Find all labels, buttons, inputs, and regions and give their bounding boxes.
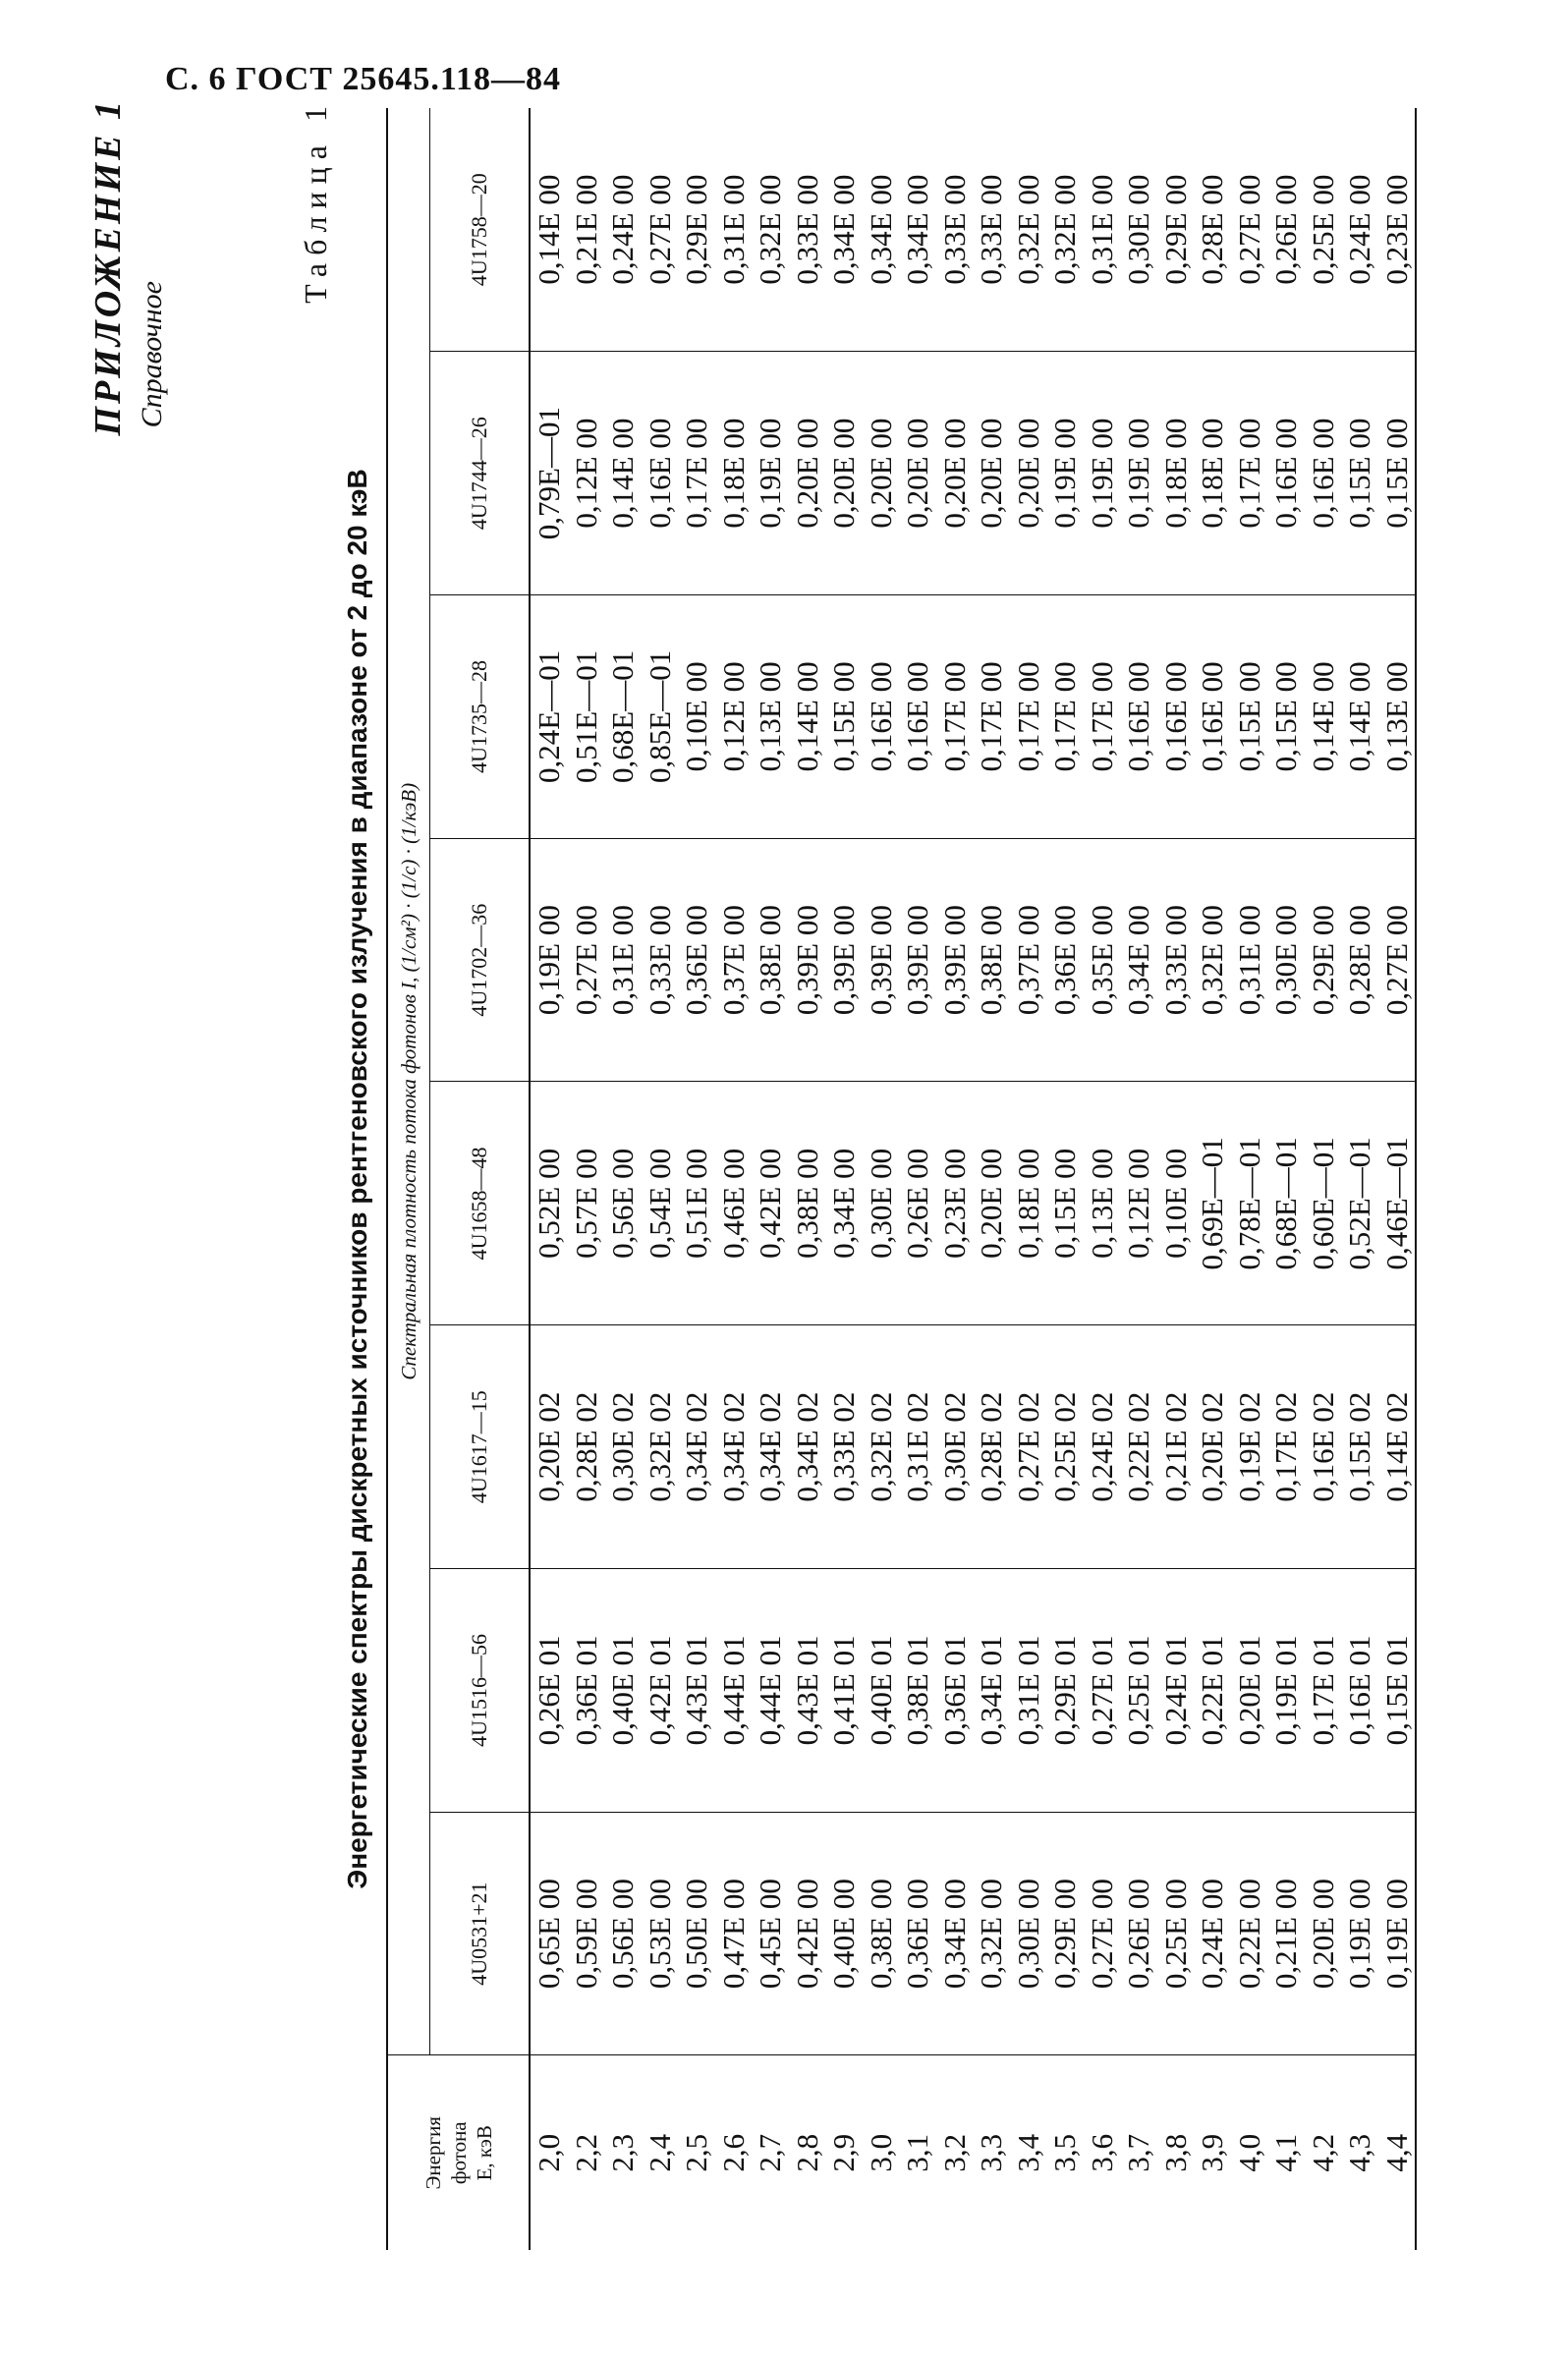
table-cell: 0,30E 00: [1268, 905, 1303, 1016]
table-cell: 0,38E 00: [863, 1879, 898, 1990]
table-cell: 0,15E 02: [1342, 1391, 1376, 1502]
table-cell: 0,16E 00: [1157, 661, 1193, 772]
table-cell: 0,34E 02: [789, 1391, 824, 1502]
table-cell: 0,19E 02: [1231, 1391, 1266, 1502]
table-cell: 0,26E 01: [532, 1635, 566, 1746]
table-cell: 0,39E 00: [900, 905, 934, 1016]
table-cell: 0,21E 02: [1157, 1391, 1193, 1502]
table-cell: 0,16E 00: [1305, 418, 1340, 529]
table-cell: 0,14E 00: [1305, 661, 1340, 772]
table-cell: 0,34E 02: [715, 1391, 751, 1502]
table-cell: 3,6: [1084, 2133, 1119, 2172]
table-cell: 0,13E 00: [753, 661, 787, 772]
table-cell: 0,14E 00: [605, 418, 640, 529]
energy-header-line-3: E, кэВ: [472, 2125, 496, 2181]
table-cell: 0,19E 00: [1047, 418, 1082, 529]
table-cell: 0,56E 00: [605, 1879, 640, 1990]
table-cell: 0,20E 00: [1305, 1879, 1340, 1990]
table-cell: 0,36E 00: [900, 1879, 934, 1990]
table-cell: 0,60E—01: [1305, 1137, 1340, 1270]
table-cell: 0,26E 00: [1268, 174, 1303, 285]
table-cell: 4,4: [1378, 2133, 1414, 2172]
table-cell: 0,51E—01: [568, 649, 603, 783]
table-cell: 0,33E 00: [1157, 905, 1193, 1016]
table-cell: 0,27E 00: [1084, 1879, 1119, 1990]
table-cell: 0,17E 01: [1305, 1635, 1340, 1746]
table-cell: 0,14E 00: [1342, 661, 1376, 772]
table-cell: 0,32E 00: [753, 174, 787, 285]
table-cell: 0,20E 00: [1010, 418, 1045, 529]
table-cell: 4,3: [1342, 2133, 1376, 2172]
table-cell: 0,52E 00: [532, 1148, 566, 1259]
table-cell: 0,46E 00: [715, 1148, 751, 1259]
table-cell: 0,12E 00: [1121, 1148, 1155, 1259]
table-cell: 0,15E 00: [1378, 418, 1414, 529]
table-cell: 0,42E 00: [753, 1148, 787, 1259]
table-cell: 2,8: [789, 2133, 824, 2172]
table-cell: 0,36E 01: [568, 1635, 603, 1746]
table-cell: 0,17E 00: [974, 661, 1008, 772]
table-cell: 3,5: [1047, 2133, 1082, 2172]
table-cell: 0,43E 01: [789, 1635, 824, 1746]
value-column-3: [530, 1082, 1416, 1325]
table-cell: 0,25E 01: [1121, 1635, 1155, 1746]
table-cell: 0,15E 00: [826, 661, 861, 772]
table-cell: 0,34E 00: [826, 174, 861, 285]
table-cell: 0,26E 00: [900, 1148, 934, 1259]
table-cell: 0,79E—01: [532, 407, 566, 540]
rotated-page-content: [86, 98, 1482, 2260]
table-cell: 0,20E 02: [1195, 1391, 1229, 1502]
table-cell: 0,43E 01: [679, 1635, 713, 1746]
table-cell: 0,47E 00: [715, 1879, 751, 1990]
appendix-subtitle: Справочное: [136, 281, 168, 428]
table-cell: 0,32E 02: [642, 1391, 677, 1502]
table-cell: 0,18E 00: [1195, 418, 1229, 529]
table-cell: 0,34E 00: [900, 174, 934, 285]
table-cell: 0,18E 00: [715, 418, 751, 529]
table-cell: 0,38E 01: [900, 1635, 934, 1746]
table-cell: 4,0: [1231, 2133, 1266, 2172]
table-cell: 0,33E 00: [789, 174, 824, 285]
table-cell: 3,7: [1121, 2133, 1155, 2172]
table-cell: 0,17E 00: [679, 418, 713, 529]
table-cell: 3,2: [936, 2133, 972, 2172]
table-cell: 0,17E 00: [1047, 661, 1082, 772]
table-cell: 0,20E 01: [1231, 1635, 1266, 1746]
table-cell: 0,10E 00: [1157, 1148, 1193, 1259]
table-cell: 0,16E 00: [1268, 418, 1303, 529]
table-cell: 0,33E 00: [936, 174, 972, 285]
table-cell: 4,2: [1305, 2133, 1340, 2172]
value-column-4: [530, 838, 1416, 1082]
table-cell: 0,25E 00: [1157, 1879, 1193, 1990]
table-cell: 0,57E 00: [568, 1148, 603, 1259]
spectra-table: [386, 108, 1417, 2250]
table-cell: 0,16E 02: [1305, 1391, 1340, 1502]
table-cell: 0,31E 01: [1010, 1635, 1045, 1746]
table-cell: 0,18E 00: [1010, 1148, 1045, 1259]
table-cell: 0,14E 02: [1378, 1391, 1414, 1502]
table-cell: 0,85E—01: [642, 649, 677, 783]
table-cell: 3,1: [900, 2133, 934, 2172]
table-cell: 0,12E 00: [715, 661, 751, 772]
table-cell: 0,19E 00: [532, 905, 566, 1016]
col-header-6: 4U1744—26: [430, 352, 531, 595]
table-cell: 0,30E 02: [605, 1391, 640, 1502]
table-cell: 0,22E 00: [1231, 1879, 1266, 1990]
table-cell: 0,69E—01: [1195, 1137, 1229, 1270]
table-cell: 0,65E 00: [532, 1879, 566, 1990]
table-cell: 0,28E 02: [974, 1391, 1008, 1502]
table-cell: 0,19E 00: [1378, 1879, 1414, 1990]
table-cell: 0,31E 00: [1084, 174, 1119, 285]
table-cell: 0,39E 00: [936, 905, 972, 1016]
table-cell: 3,9: [1195, 2133, 1229, 2172]
table-cell: 0,17E 00: [1084, 661, 1119, 772]
table-cell: 0,15E 00: [1268, 661, 1303, 772]
table-cell: 0,17E 00: [1010, 661, 1045, 772]
table-cell: 0,45E 00: [753, 1879, 787, 1990]
table-cell: 3,0: [863, 2133, 898, 2172]
table-cell: 0,40E 01: [605, 1635, 640, 1746]
table-cell: 0,38E 00: [753, 905, 787, 1016]
table-cell: 0,29E 00: [679, 174, 713, 285]
table-cell: 0,31E 00: [1231, 905, 1266, 1016]
table-cell: 0,10E 00: [679, 661, 713, 772]
table-cell: 0,20E 00: [826, 418, 861, 529]
table-cell: 0,68E—01: [605, 649, 640, 783]
table-cell: 0,56E 00: [605, 1148, 640, 1259]
table-cell: 0,24E 00: [1195, 1879, 1229, 1990]
table-cell: 0,13E 00: [1084, 1148, 1119, 1259]
table-cell: 0,44E 01: [753, 1635, 787, 1746]
table-cell: 0,54E 00: [642, 1148, 677, 1259]
table-cell: 0,41E 01: [826, 1635, 861, 1746]
value-column-0: [530, 1812, 1416, 2055]
table-cell: 0,27E 00: [1231, 174, 1266, 285]
table-cell: 2,5: [679, 2133, 713, 2172]
col-header-1: 4U1516—56: [430, 1569, 531, 1813]
col-header-7: 4U1758—20: [430, 108, 531, 352]
table-cell: 0,29E 00: [1047, 1879, 1082, 1990]
table-cell: 0,34E 02: [753, 1391, 787, 1502]
table-cell: 0,39E 00: [789, 905, 824, 1016]
page-header: С. 6 ГОСТ 25645.118—84: [165, 61, 562, 97]
table-cell: 0,27E 01: [1084, 1635, 1119, 1746]
table-cell: 0,20E 00: [900, 418, 934, 529]
table-cell: 0,78E—01: [1231, 1137, 1266, 1270]
table-cell: 0,51E 00: [679, 1148, 713, 1259]
table-cell: 0,40E 00: [826, 1879, 861, 1990]
table-cell: 0,25E 02: [1047, 1391, 1082, 1502]
table-cell: 0,46E—01: [1378, 1137, 1414, 1270]
table-label: Таблица 1: [298, 98, 333, 304]
table-cell: 0,32E 00: [1195, 905, 1229, 1016]
appendix-title: ПРИЛОЖЕНИЕ 1: [87, 98, 129, 436]
table-cell: 0,19E 00: [1084, 418, 1119, 529]
table-cell: 0,21E 00: [568, 174, 603, 285]
value-column-6: [530, 352, 1416, 595]
value-column-2: [530, 1325, 1416, 1569]
table-cell: 0,22E 01: [1195, 1635, 1229, 1746]
energy-column: [530, 2055, 1416, 2250]
table-cell: 0,50E 00: [679, 1879, 713, 1990]
col-header-5: 4U1735—28: [430, 595, 531, 839]
flux-group-header: Спектральная плотность потока фотонов I, (1/см²) · (1/с) · (1/кэВ): [387, 108, 430, 2055]
table-cell: 3,4: [1010, 2133, 1045, 2172]
table-cell: 0,19E 00: [1342, 1879, 1376, 1990]
table-cell: 0,29E 01: [1047, 1635, 1082, 1746]
table-cell: 0,32E 00: [974, 1879, 1008, 1990]
table-cell: 0,53E 00: [642, 1879, 677, 1990]
table-cell: 0,28E 00: [1195, 174, 1229, 285]
table-cell: 0,19E 01: [1268, 1635, 1303, 1746]
table-cell: 0,27E 02: [1010, 1391, 1045, 1502]
table-cell: 0,38E 00: [974, 905, 1008, 1016]
table-cell: 0,30E 00: [1010, 1879, 1045, 1990]
table-cell: 0,19E 00: [753, 418, 787, 529]
energy-header-line-2: фотона: [446, 2121, 471, 2185]
table-cell: 0,27E 00: [642, 174, 677, 285]
energy-header-line-1: Энергия: [420, 2116, 445, 2190]
table-cell: 0,24E 02: [1084, 1391, 1119, 1502]
table-cell: 0,37E 00: [715, 905, 751, 1016]
table-cell: 0,23E 00: [936, 1148, 972, 1259]
table-cell: 0,17E 02: [1268, 1391, 1303, 1502]
table-cell: 0,24E 00: [605, 174, 640, 285]
table-cell: 0,30E 00: [1121, 174, 1155, 285]
table-cell: 2,3: [605, 2133, 640, 2172]
table-cell: 2,6: [715, 2133, 751, 2172]
table-cell: 0,42E 01: [642, 1635, 677, 1746]
value-column-7: [530, 108, 1416, 352]
table-cell: 0,36E 00: [1047, 905, 1082, 1016]
table-cell: 2,7: [753, 2133, 787, 2172]
table-cell: 3,8: [1157, 2133, 1193, 2172]
table-cell: 0,17E 00: [936, 661, 972, 772]
table-cell: 3,3: [974, 2133, 1008, 2172]
table-cell: 0,34E 02: [679, 1391, 713, 1502]
table-cell: 0,17E 00: [1231, 418, 1266, 529]
table-cell: 0,15E 01: [1378, 1635, 1414, 1746]
col-header-4: 4U1702—36: [430, 838, 531, 1082]
col-header-0: 4U0531+21: [430, 1812, 531, 2055]
table-cell: 0,68E—01: [1268, 1137, 1303, 1270]
table-cell: 0,12E 00: [568, 418, 603, 529]
col-header-3: 4U1658—48: [430, 1082, 531, 1325]
table-cell: 4,1: [1268, 2133, 1303, 2172]
table-cell: 0,20E 00: [863, 418, 898, 529]
table-cell: 0,31E 00: [605, 905, 640, 1016]
table-cell: 0,33E 00: [974, 174, 1008, 285]
table-cell: 0,24E 00: [1342, 174, 1376, 285]
table-cell: 0,21E 00: [1268, 1879, 1303, 1990]
table-cell: 0,35E 00: [1084, 905, 1119, 1016]
table-cell: 0,36E 01: [936, 1635, 972, 1746]
table-cell: 0,14E 00: [789, 661, 824, 772]
col-header-2: 4U1617—15: [430, 1325, 531, 1569]
table-cell: 0,26E 00: [1121, 1879, 1155, 1990]
table-cell: 0,28E 02: [568, 1391, 603, 1502]
table-cell: 0,34E 01: [974, 1635, 1008, 1746]
table-cell: 0,15E 00: [1231, 661, 1266, 772]
table-cell: 0,16E 01: [1342, 1635, 1376, 1746]
table-cell: 0,13E 00: [1378, 661, 1414, 772]
value-column-1: [530, 1569, 1416, 1813]
table-caption: Энергетические спектры дискретных источников рентгеновского излучения в диапазоне от 2 до 20 кэВ: [342, 469, 372, 1889]
table-cell: 0,32E 02: [863, 1391, 898, 1502]
table-cell: 0,34E 00: [863, 174, 898, 285]
table-cell: 0,22E 02: [1121, 1391, 1155, 1502]
value-column-5: [530, 595, 1416, 839]
table-cell: 0,27E 00: [1378, 905, 1414, 1016]
table-cell: 0,37E 00: [1010, 905, 1045, 1016]
table-cell: 0,20E 00: [789, 418, 824, 529]
table-cell: 0,20E 02: [532, 1391, 566, 1502]
table-cell: 0,39E 00: [826, 905, 861, 1016]
table-cell: 0,30E 00: [863, 1148, 898, 1259]
table-cell: 0,36E 00: [679, 905, 713, 1016]
table-cell: 0,23E 00: [1378, 174, 1414, 285]
table-cell: 0,44E 01: [715, 1635, 751, 1746]
table-cell: 0,14E 00: [532, 174, 566, 285]
table-cell: 0,15E 00: [1047, 1148, 1082, 1259]
table-cell: 2,9: [826, 2133, 861, 2172]
table-cell: 0,40E 01: [863, 1635, 898, 1746]
table-cell: 0,31E 00: [715, 174, 751, 285]
table-cell: 0,32E 00: [1047, 174, 1082, 285]
table-cell: 0,24E 01: [1157, 1635, 1193, 1746]
table-cell: 0,42E 00: [789, 1879, 824, 1990]
table-cell: 0,16E 00: [642, 418, 677, 529]
table-cell: 0,52E—01: [1342, 1137, 1376, 1270]
table-cell: 0,38E 00: [789, 1148, 824, 1259]
table-cell: 0,33E 00: [642, 905, 677, 1016]
table-body-row: [530, 108, 1416, 2250]
table-cell: 0,59E 00: [568, 1879, 603, 1990]
table-cell: 0,39E 00: [863, 905, 898, 1016]
table-cell: 2,0: [532, 2133, 566, 2172]
table-cell: 0,20E 00: [974, 1148, 1008, 1259]
table-cell: 0,24E—01: [532, 649, 566, 783]
table-cell: 0,16E 00: [900, 661, 934, 772]
table-cell: 0,16E 00: [863, 661, 898, 772]
table-cell: 0,15E 00: [1342, 418, 1376, 529]
table-cell: 0,29E 00: [1305, 905, 1340, 1016]
table-cell: 0,20E 00: [936, 418, 972, 529]
table-cell: 0,33E 02: [826, 1391, 861, 1502]
energy-header: [387, 2055, 530, 2250]
table-cell: 0,16E 00: [1195, 661, 1229, 772]
table-cell: 0,18E 00: [1157, 418, 1193, 529]
table-cell: 0,34E 00: [1121, 905, 1155, 1016]
table-cell: 0,19E 00: [1121, 418, 1155, 529]
table-cell: 0,27E 00: [568, 905, 603, 1016]
table-cell: 2,4: [642, 2133, 677, 2172]
table-cell: 0,31E 02: [900, 1391, 934, 1502]
table-cell: 0,28E 00: [1342, 905, 1376, 1016]
table-cell: 0,16E 00: [1121, 661, 1155, 772]
table-cell: 0,34E 00: [826, 1148, 861, 1259]
table-cell: 0,20E 00: [974, 418, 1008, 529]
table-cell: 0,34E 00: [936, 1879, 972, 1990]
table-cell: 2,2: [568, 2133, 603, 2172]
table-cell: 0,29E 00: [1157, 174, 1193, 285]
table-cell: 0,32E 00: [1010, 174, 1045, 285]
table-cell: 0,30E 02: [936, 1391, 972, 1502]
table-cell: 0,25E 00: [1305, 174, 1340, 285]
